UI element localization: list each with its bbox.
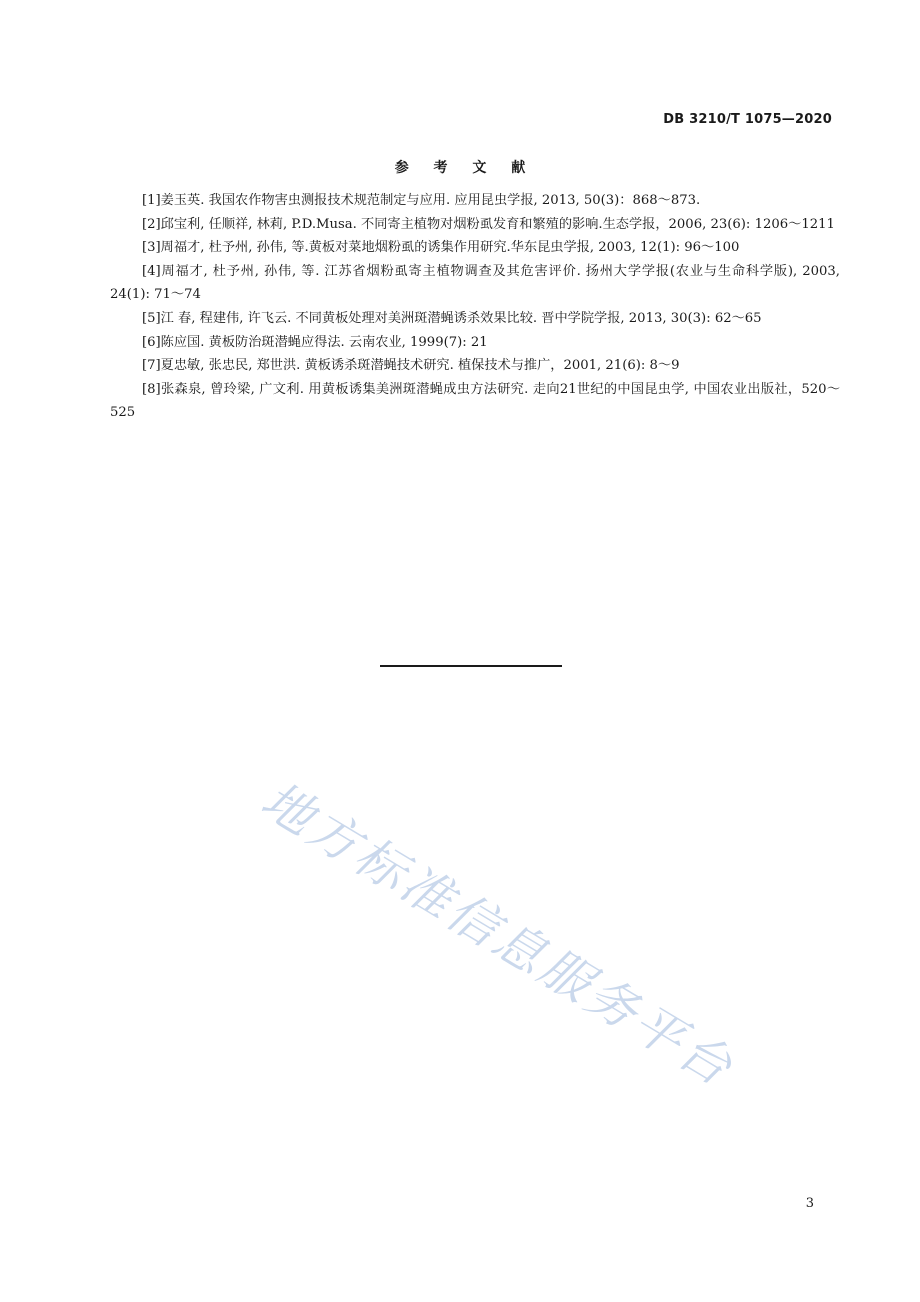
reference-item-8: [8]张森泉, 曾玲梁, 广文利. 用黄板诱集美洲斑潜蝇成虫方法研究. 走向21世纪的中国昆虫学, 中国农业出版社，520～525 xyxy=(110,381,840,421)
reference-item-4: [4]周福才, 杜予州, 孙伟, 等. 江苏省烟粉虱寄主植物调查及其危害评价. 扬州大学学报(农业与生命科学版), 2003, 24(1): 71～74 xyxy=(110,263,840,303)
page-number: 3 xyxy=(805,1196,814,1211)
reference-list xyxy=(110,189,840,425)
reference-item-1: [1]姜玉英. 我国农作物害虫测报技术规范制定与应用. 应用昆虫学报, 2013, 50(3)：868～873. xyxy=(142,193,701,208)
watermark: 地方标准信息服务平台 xyxy=(251,770,745,1099)
section-title: 参 考 文 献 xyxy=(394,160,536,176)
reference-item-3: [3]周福才, 杜予州, 孙伟, 等.黄板对菜地烟粉虱的诱集作用研究.华东昆虫学报, 2003, 12(1): 96～100 xyxy=(142,240,740,256)
document-code: DB 3210/T 1075—2020 xyxy=(663,112,832,127)
reference-item-6: [6]陈应国. 黄板防治斑潜蝇应得法. 云南农业, 1999(7): 21 xyxy=(142,334,488,350)
reference-item-5: [5]江 春, 程建伟, 许飞云. 不同黄板处理对美洲斑潜蝇诱杀效果比较. 晋中学院学报, 2013, 30(3): 62～65 xyxy=(142,310,762,326)
reference-item-2: [2]邱宝利, 任顺祥, 林莉, P.D.Musa. 不同寄主植物对烟粉虱发育和繁殖的影响.生态学报，2006, 23(6): 1206～1211 xyxy=(142,216,835,232)
reference-item-7: [7]夏忠敏, 张忠民, 郑世洪. 黄板诱杀斑潜蝇技术研究. 植保技术与推广，2001, 21(6): 8～9 xyxy=(142,358,680,374)
end-of-document-rule xyxy=(380,665,562,667)
